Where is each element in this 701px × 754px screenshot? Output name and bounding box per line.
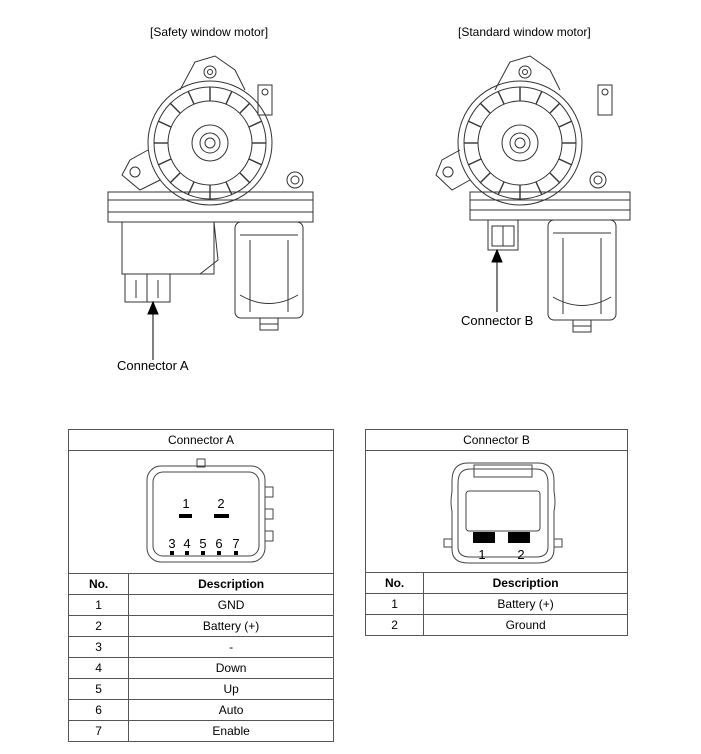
pin-number: 7 — [69, 721, 129, 742]
table-row — [69, 595, 334, 616]
connector-a-face — [69, 451, 334, 574]
standard-window-motor-illustration — [430, 50, 660, 350]
pin-description: Ground — [424, 615, 628, 636]
connector-a-pin-label: 3 — [168, 536, 176, 551]
connector-b-face-drawing — [366, 451, 627, 572]
connector-b-table — [365, 429, 628, 636]
pin-description: Down — [129, 658, 334, 679]
connector-b-face — [366, 451, 628, 573]
connector-b-pin-label: 2 — [517, 547, 525, 562]
pin-number: 5 — [69, 679, 129, 700]
connector-a-pin-label: 6 — [215, 536, 223, 551]
standard-motor-title: [Standard window motor] — [458, 25, 591, 39]
table-row — [69, 658, 334, 679]
connector-b-title: Connector B — [366, 430, 628, 451]
table-row — [69, 637, 334, 658]
table-row — [366, 594, 628, 615]
table-row — [69, 616, 334, 637]
pin-number: 1 — [366, 594, 424, 615]
connector-a-pin-label: 7 — [232, 536, 240, 551]
column-header-description: Description — [424, 573, 628, 594]
connector-a-pin-label: 1 — [182, 496, 190, 511]
safety-motor-title: [Safety window motor] — [150, 25, 269, 39]
pin-description: Auto — [129, 700, 334, 721]
pin-description: Battery (+) — [424, 594, 628, 615]
pin-description: GND — [129, 595, 334, 616]
connector-b-pin-label: 1 — [478, 547, 486, 562]
column-header-no: No. — [69, 574, 129, 595]
connector-a-pin-label: 2 — [217, 496, 225, 511]
connector-a-title: Connector A — [69, 430, 334, 451]
column-header-description: Description — [129, 574, 334, 595]
table-row — [69, 679, 334, 700]
connector-a-pin-label: 5 — [199, 536, 207, 551]
connector-a-table — [68, 429, 334, 742]
connector-a-face-drawing — [69, 451, 333, 573]
pin-number: 2 — [69, 616, 129, 637]
column-header-no: No. — [366, 573, 424, 594]
connector-a-callout: Connector A — [117, 358, 189, 373]
pin-description: Enable — [129, 721, 334, 742]
table-row — [69, 721, 334, 742]
connector-b-callout: Connector B — [461, 313, 534, 328]
pin-description: - — [129, 637, 334, 658]
pin-description: Battery (+) — [129, 616, 334, 637]
pin-number: 4 — [69, 658, 129, 679]
table-row — [366, 615, 628, 636]
pin-number: 1 — [69, 595, 129, 616]
pin-number: 3 — [69, 637, 129, 658]
safety-window-motor-illustration — [100, 50, 330, 350]
pin-description: Up — [129, 679, 334, 700]
pin-number: 2 — [366, 615, 424, 636]
pin-number: 6 — [69, 700, 129, 721]
connector-a-pin-label: 4 — [183, 536, 191, 551]
table-row — [69, 700, 334, 721]
